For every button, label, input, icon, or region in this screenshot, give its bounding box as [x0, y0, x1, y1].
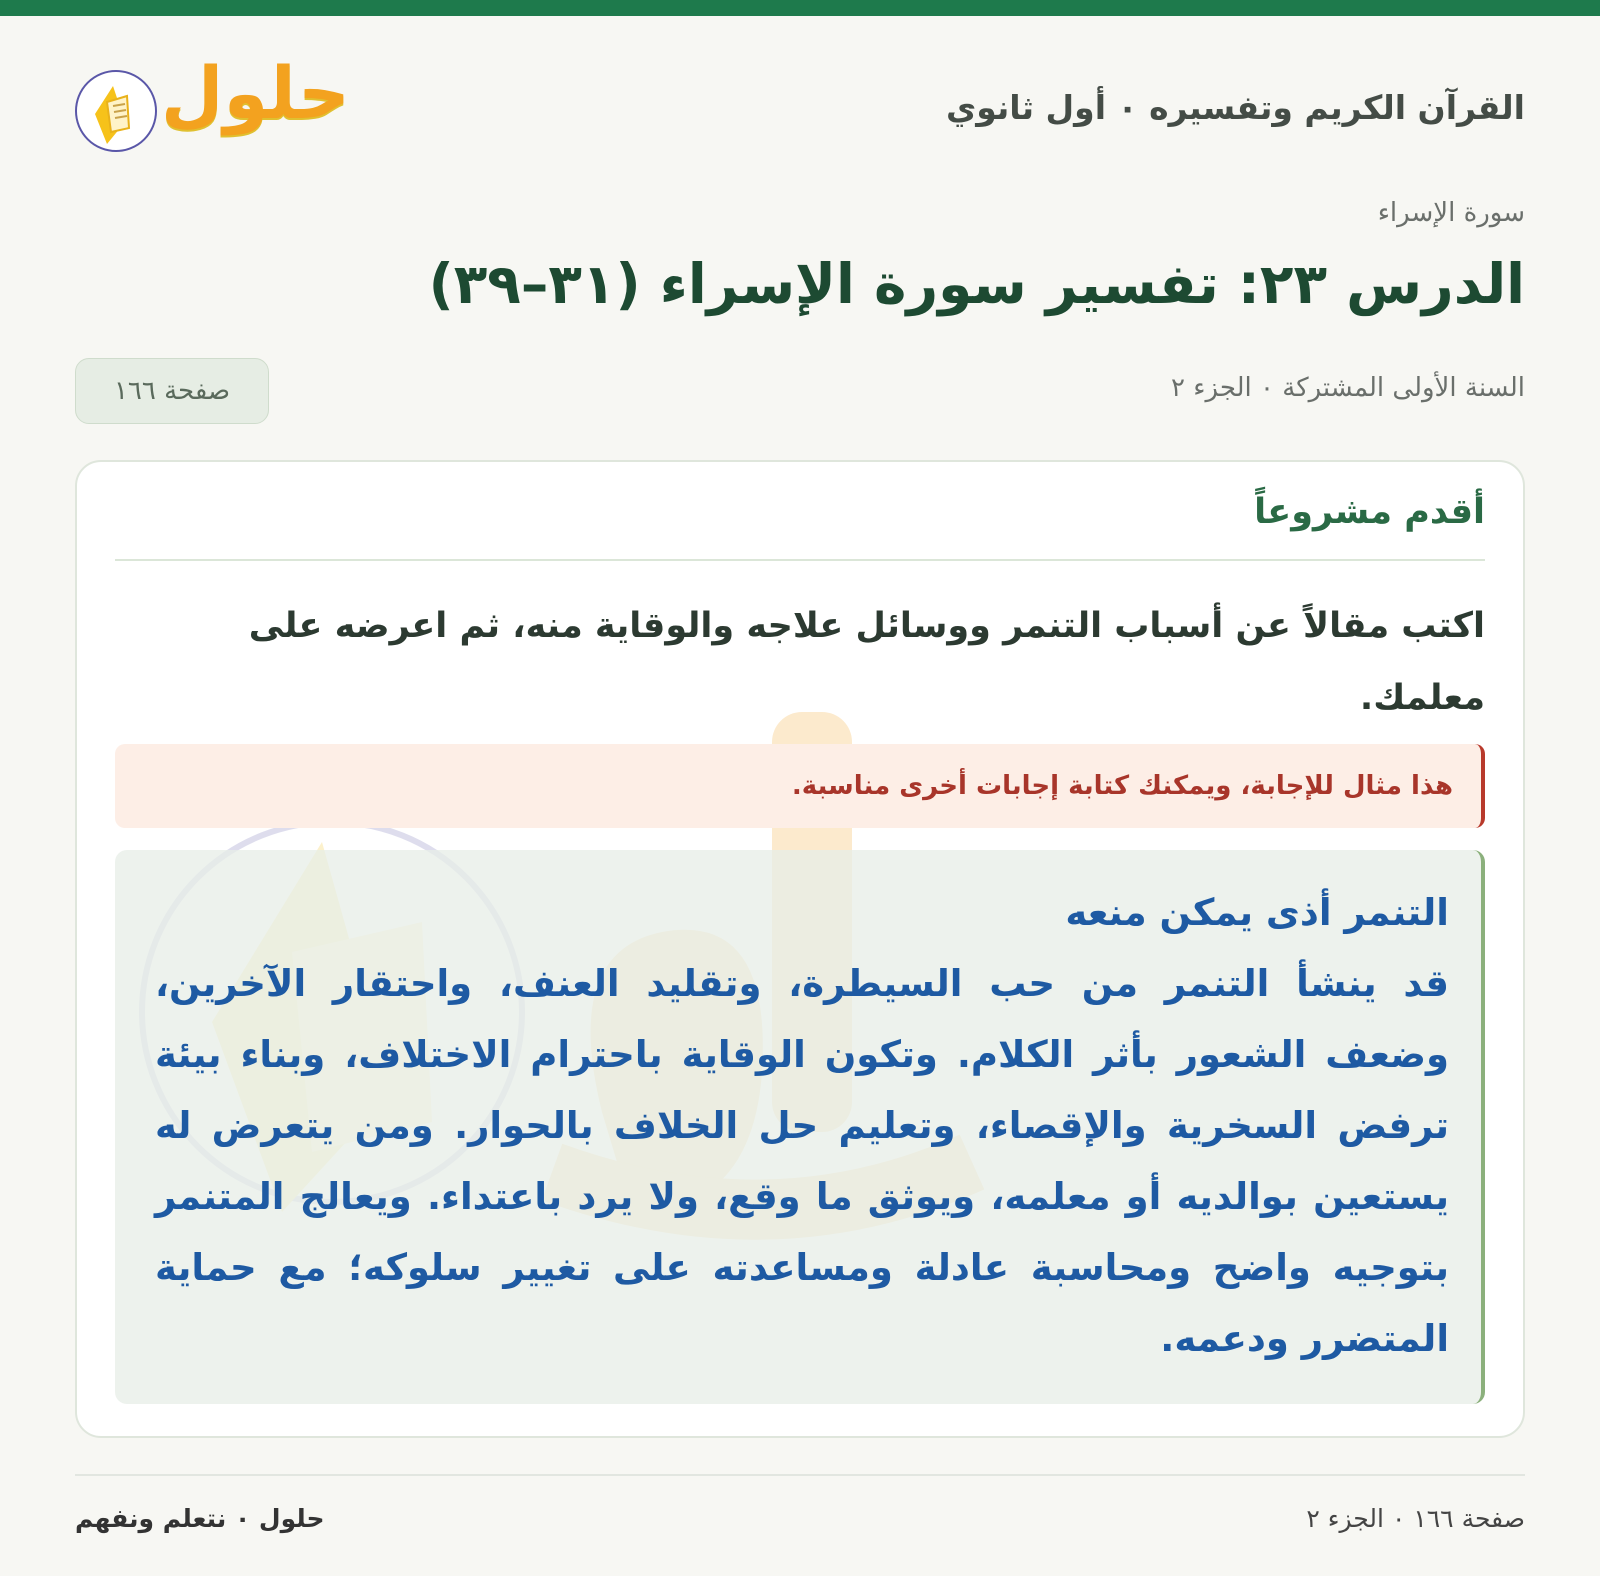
footer-page-info: صفحة ١٦٦ ٠ الجزء ٢	[1306, 1504, 1525, 1533]
section-divider	[115, 559, 1485, 561]
section-heading: أقدم مشروعاً	[1254, 492, 1485, 532]
subject-title: القرآن الكريم وتفسيره ٠ أول ثانوي	[945, 88, 1525, 127]
page-header	[75, 40, 1525, 180]
exercise-card	[75, 460, 1525, 1438]
surah-name: سورة الإسراء	[1377, 198, 1525, 228]
note-text: هذا مثال للإجابة، ويمكنك كتابة إجابات أخرى مناسبة.	[791, 771, 1453, 801]
page-number-badge: صفحة ١٦٦	[75, 358, 269, 424]
top-accent-bar	[0, 0, 1600, 16]
task-prompt: اكتب مقالاً عن أسباب التنمر ووسائل علاجه والوقاية منه، ثم اعرضه على معلمك.	[248, 606, 1485, 718]
hulul-logo[interactable]	[75, 51, 350, 160]
answer-box	[115, 850, 1485, 1404]
answer-body: قد ينشأ التنمر من حب السيطرة، وتقليد العنف، واحتقار الآخرين، وضعف الشعور بأثر الكلام. وتكون الوقاية باحترام الاختلاف، وبناء بيئة ترفض السخرية والإقصاء، وتعليم حل الخلاف بالحوار. ومن يتعرض له يستعين بوالديه أو معلمه، ويوثق ما وقع، ولا يرد باعتداء. ويعالج المتنمر بتوجيه واضح ومحاسبة عادلة ومساعدته على تغيير سلوكه؛ مع حماية المتضرر ودعمه.	[155, 962, 1449, 1360]
book-in-circle-icon	[75, 70, 157, 152]
footer-divider	[75, 1474, 1525, 1476]
answer-heading: التنمر أذى يمكن منعه	[1065, 891, 1449, 934]
lesson-meta: السنة الأولى المشتركة ٠ الجزء ٢	[1171, 373, 1525, 403]
lesson-title: الدرس ٢٣: تفسير سورة الإسراء (٣١–٣٩)	[428, 252, 1525, 316]
sample-answer-note	[115, 744, 1485, 828]
footer-brand: حلول ٠ نتعلم ونفهم	[75, 1504, 325, 1533]
logo-wordmark: حلول	[161, 51, 350, 135]
